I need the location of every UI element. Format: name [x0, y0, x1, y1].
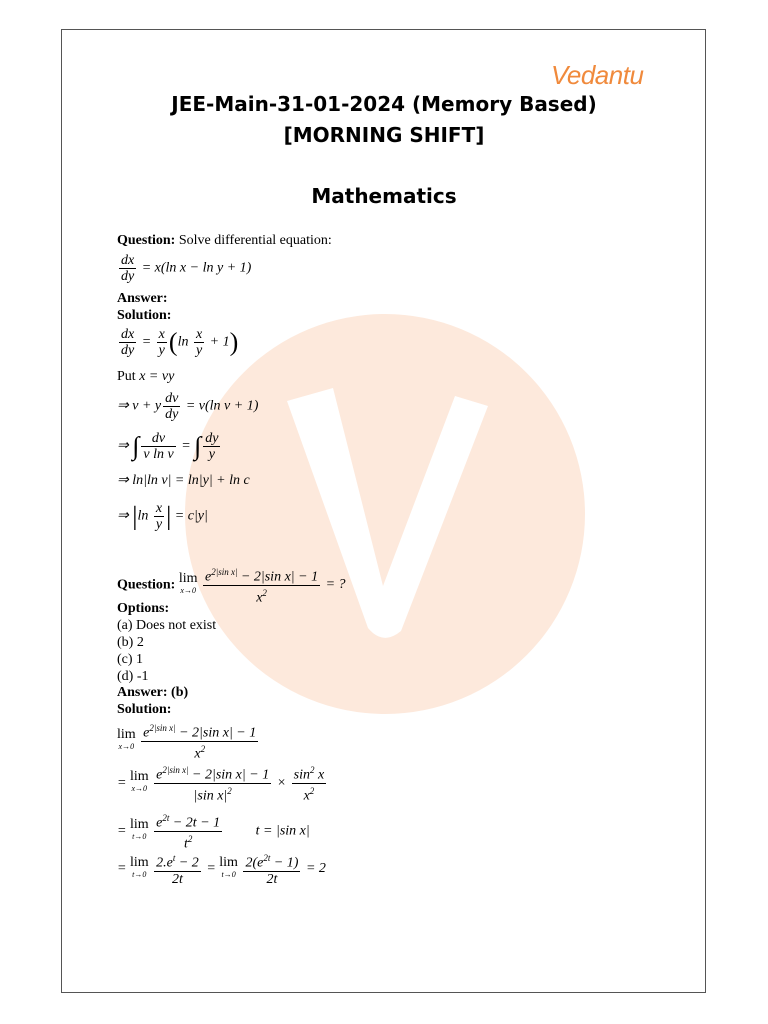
solution-step-3: ⇒ v + y $\frac{dv}{dy}$ = v(ln v + 1)	[117, 391, 259, 422]
question-label: Question:	[117, 577, 176, 593]
solution-2-step-4: = lim t→0 $\frac{2.e^t - 2}{2t}$ = lim t→0 $\frac{2(e^{2t} - 1)}{2t}$ = 2	[117, 853, 326, 887]
solution-2-step-2: = lim x→0 $\frac{e^{2|sin x|} - 2|\sin x| - 1}{|\sin x|^2}$ × $\frac{\sin^2 x}{x^2}$	[117, 765, 325, 804]
option-a: (a) Does not exist	[117, 618, 217, 633]
solution-step-2: Put x = vy	[117, 369, 175, 384]
vedantu-logo: Vedantu	[551, 60, 644, 90]
question-text: Solve differential equation:	[178, 233, 332, 248]
solution-2-step-1: lim x→0 $\frac{e^{2|sin x|} - 2|\sin x| - 1}{x^2}$	[117, 723, 257, 762]
options-label: Options:	[117, 601, 170, 616]
solution-step-4: ⇒ ∫ $\frac{dv}{\text{v ln v}}$ = ∫ $\frac{dy}{y}$	[117, 431, 219, 462]
answer-label: Answer: (b)	[117, 685, 189, 700]
option-b: (b) 2	[117, 635, 144, 650]
vedantu-watermark	[183, 306, 587, 722]
question-2: Question: lim x→0 $\frac{e^{2|sin x|} - 2|\sin x| - 1}{x^2}$ = ?	[117, 567, 346, 606]
solution-step-5: ⇒ ln|ln v| = ln|y| + ln c	[117, 473, 250, 488]
question-label: Question:	[117, 233, 176, 248]
answer-label: Answer:	[117, 291, 168, 306]
subject-heading: Mathematics	[311, 184, 457, 208]
solution-label: Solution:	[117, 308, 172, 323]
solution-step-6: ⇒ |ln $\frac{x}{y}$ | = c|y|	[117, 501, 208, 532]
solution-2-step-3: = lim t→0 $\frac{e^{2t} - 2t - 1}{t^2}$ t = |sin x|	[117, 813, 310, 852]
document-title: JEE-Main-31-01-2024 (Memory Based)	[171, 92, 597, 116]
question-1	[117, 233, 332, 249]
shift-label: [MORNING SHIFT]	[283, 123, 485, 147]
option-c: (c) 1	[117, 652, 144, 667]
option-d: (d) -1	[117, 669, 149, 684]
equation-1: $\frac{dx}{dy}$ = x(ln x − ln y + 1)	[121, 253, 252, 284]
put-label: Put	[117, 369, 136, 384]
solution-label: Solution:	[117, 702, 172, 717]
solution-step-1: $\frac{dx}{dy}$ = $\frac{x}{y}$ (ln $\frac{x}{y}$ + 1)	[121, 327, 239, 358]
